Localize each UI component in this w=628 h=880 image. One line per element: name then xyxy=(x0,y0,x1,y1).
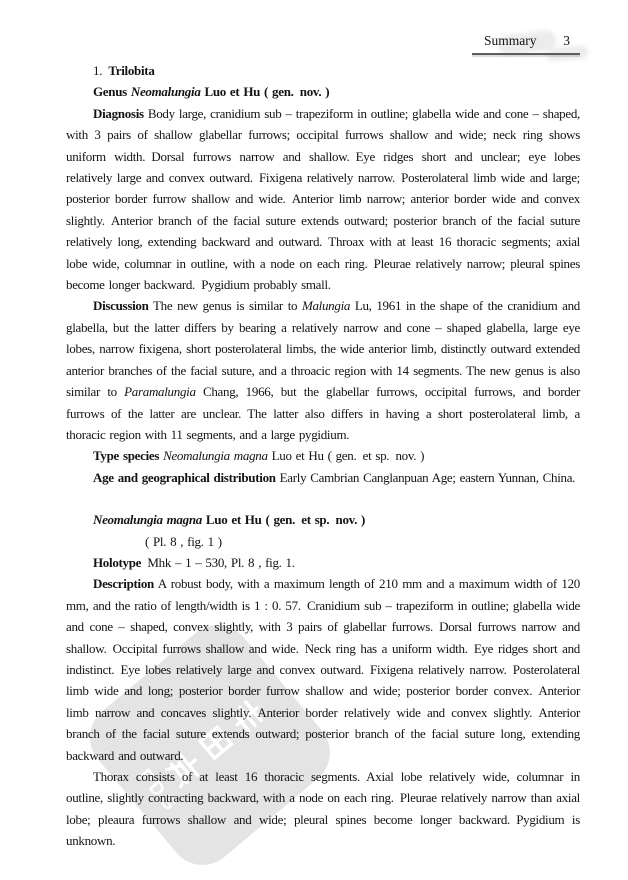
page-header xyxy=(472,33,580,55)
discussion-paragraph xyxy=(66,295,580,445)
text-run: Trilobita xyxy=(108,63,155,78)
text-run: Holotype xyxy=(93,554,142,570)
text-run: Description xyxy=(93,576,154,592)
document-body xyxy=(66,60,580,852)
species-heading xyxy=(66,509,580,530)
text-run: Luo et Hu ( gen. et sp. nov. ) xyxy=(267,448,425,464)
thorax-paragraph xyxy=(66,766,580,852)
text-run: Mhk – 1 – 530, Pl. 8 , fig. 1. xyxy=(141,554,295,570)
text-run: Chang, 1966, but the glabellar furrows, occipital furrows, and border furrows of the latter are unclear. The latter also differs in having a short posterolateral limb, a thoracic region with 11 segments, and a large pygidium. xyxy=(66,384,580,442)
text-run: Neomalungia xyxy=(130,84,201,100)
text-run: The new genus is similar to xyxy=(148,298,302,314)
type-species-line xyxy=(66,445,580,466)
text-run: Age and geographical distribution xyxy=(93,469,276,485)
plate-reference-line xyxy=(66,531,580,552)
text-run: 1. xyxy=(93,63,109,78)
text-run: Luo et Hu ( gen. nov. ) xyxy=(200,84,330,100)
age-distribution-paragraph xyxy=(66,467,580,488)
text-run: Malungia xyxy=(301,298,351,314)
text-run: Discussion xyxy=(93,298,149,314)
text-run: ( Pl. 8 , fig. 1 ) xyxy=(145,533,222,549)
text-run: Neomalungia magna xyxy=(163,448,268,464)
text-run: Body large, cranidium sub – trapeziform in outline; glabella wide and cone – shaped, with 3 pairs of shallow glabellar furrows; occipital furrows shallow and wide; neck ring shows uniform width. Dorsal furrows narrow and shallow. Eye ridges short and unclear; eye lobes relatively large and convex outward. Fixigena relatively narrow. Posterolateral limb wide and large; posterior border furrow shallow and wide. Anterior limb narrow; anterior border wide and convex slightly. Anterior branch of the facial suture extends outward; posterior branch of the facial suture relatively long, extending backward and outward. Throax with at least 16 thoracic segments; axial lobe wide, columnar in outline, with a node on each ring. Pleurae relatively narrow; pleural spines become longer backward. Pygidium probably small. xyxy=(66,105,580,293)
running-title: Summary xyxy=(484,33,537,48)
text-run: Early Cambrian Canglanpuan Age; eastern Yunnan, China. xyxy=(275,469,576,485)
text-run: Diagnosis xyxy=(93,105,144,121)
text-run: Lu, 1961 in the shape of the cranidium and glabella, but the latter differs by bearing a relatively narrow and cone – shaped glabella, large eye lobes, narrow fixigena, short posterolateral limbs, the wide anterior limb, distinctly outward extended anterior branches of the facial suture, and a throacic region with 14 segments. The new genus is also similar to xyxy=(66,298,580,400)
vertical-spacer xyxy=(66,488,580,509)
text-run: Luo et Hu ( gen. et sp. nov. ) xyxy=(201,512,366,528)
holotype-line xyxy=(66,552,580,573)
watermark-label: PDG xyxy=(134,764,183,817)
text-run: A robust body, with a maximum length of 210 mm and a maximum width of 120 mm, and the ratio of length/width is 1 : 0. 57. Cranidium sub – trapeziform in outline; glabella wide and cone – shaped, convex slightly, with 3 pairs of glabellar furrows. Dorsal furrows narrow and shallow. Occipital furrows shallow and wide. Neck ring has a uniform width. Eye ridges short and indistinct. Eye lobes relatively large and convex outward. Fixigena relatively narrow. Posterolateral limb wide and long; posterior border furrow shallow and wide; posterior border convex. Anterior limb narrow and concaves slightly. Anterior border relatively wide and convex slightly. Anterior branch of the facial suture extends outward; posterior branch of the facial suture long, extending backward and outward. xyxy=(66,576,580,763)
text-run: Genus xyxy=(93,84,131,100)
section-heading xyxy=(66,60,580,81)
diagnosis-paragraph xyxy=(66,103,580,296)
text-run: Neomalungia magna xyxy=(93,512,202,528)
genus-heading xyxy=(66,81,580,102)
description-paragraph xyxy=(66,573,580,766)
text-run: Type species xyxy=(93,448,160,464)
text-run: Paramalungia xyxy=(124,384,196,400)
text-run: Thorax consists of at least 16 thoracic segments. Axial lobe relatively wide, columnar in outline, slightly contracting backward, with a node on each ring. Pleurae relatively narrow than axial lobe; pleaura furrows shallow and wide; pleural spines become longer backward. Pygidium is unknown. xyxy=(66,769,580,849)
page-number: 3 xyxy=(563,33,570,48)
